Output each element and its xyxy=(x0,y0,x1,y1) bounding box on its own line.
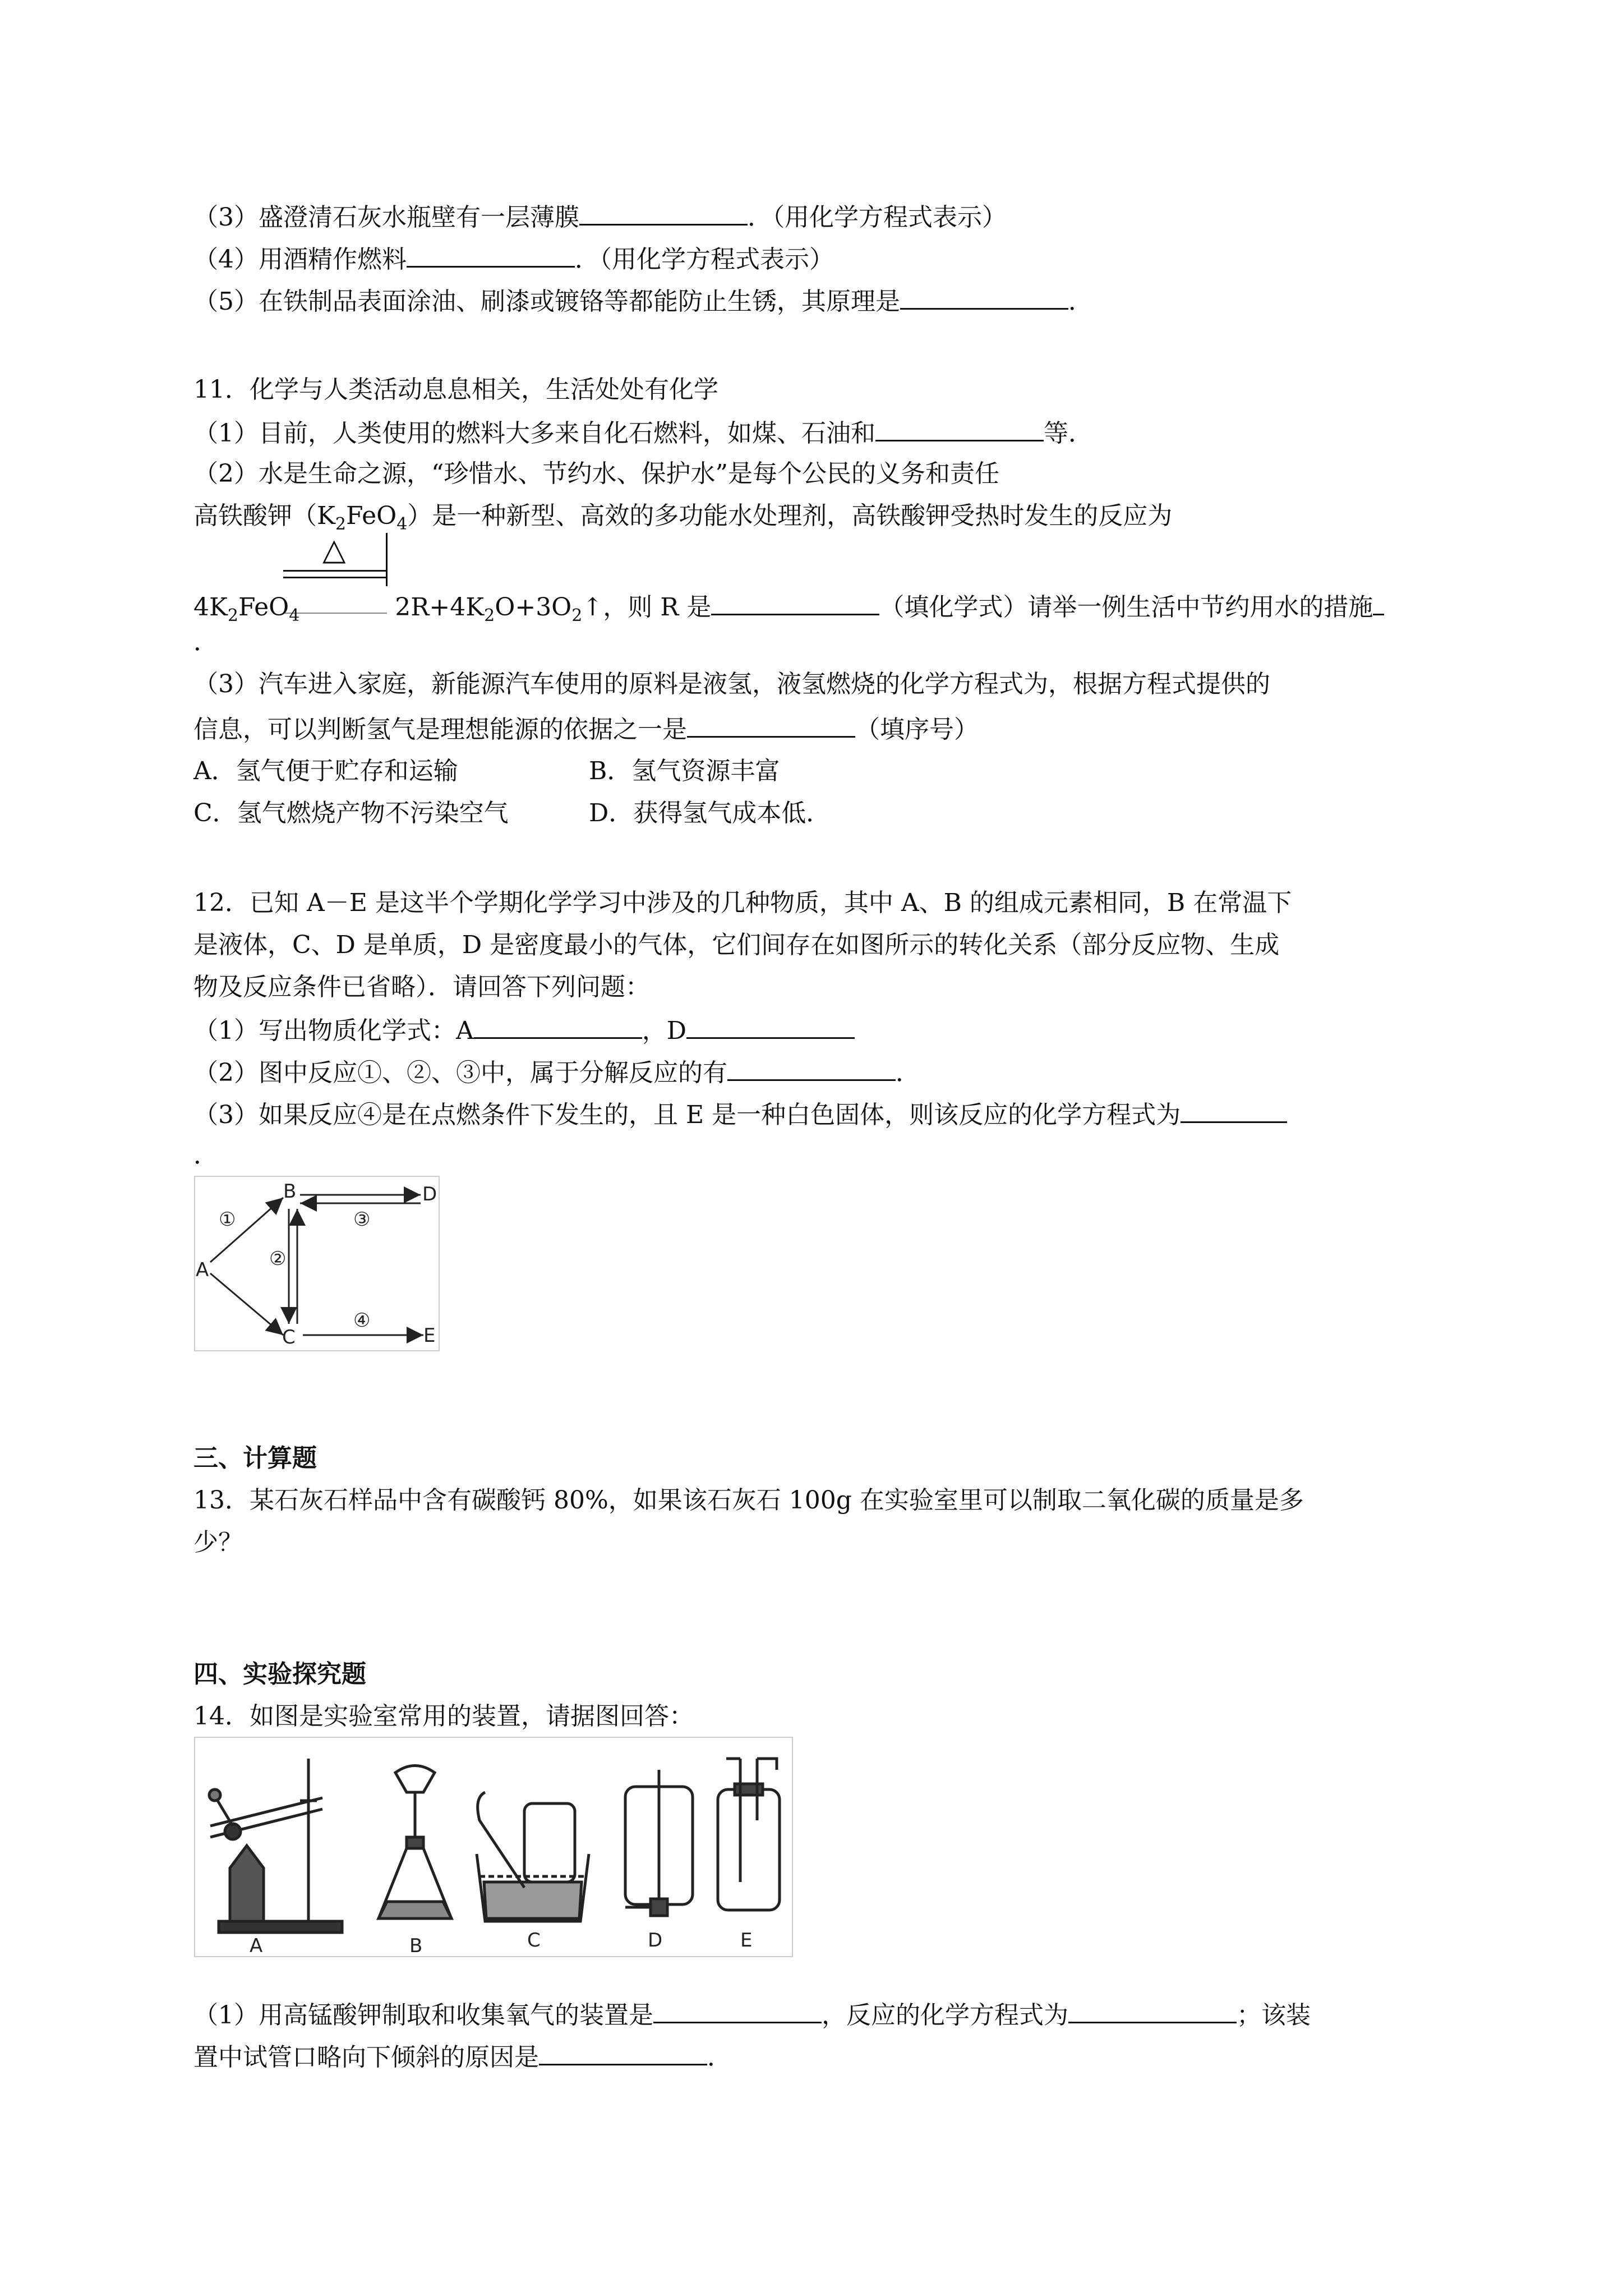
q12-dot: ． xyxy=(193,1141,218,1170)
answer-blank[interactable] xyxy=(900,283,1068,310)
q11-options-row2 xyxy=(193,797,1091,830)
answer-blank[interactable] xyxy=(687,711,855,738)
apparatus-c-icon xyxy=(477,1792,589,1921)
answer-blank[interactable] xyxy=(1373,589,1384,615)
label-e: E xyxy=(740,1929,753,1952)
node-b: B xyxy=(283,1180,297,1203)
option-d[interactable]: D．获得氢气成本低． xyxy=(589,799,831,827)
heating-symbol-icon: △ xyxy=(322,532,346,567)
q12-line3: 物及反应条件已省略）．请回答下列问题： xyxy=(193,973,650,1001)
apparatus-e-icon xyxy=(718,1759,780,1910)
reaction-2-label: ② xyxy=(269,1248,287,1270)
option-a[interactable]: A．氢气便于贮存和运输 xyxy=(193,757,458,785)
q13-line2: 少？ xyxy=(193,1528,243,1557)
q11-equation: $4K_2FeO_4$ $2R+4K_2O+3O_2↑$，则 R 是 （填化学式）请举一例生活中节约用水的措施 xyxy=(193,589,1384,633)
apparatus-b-icon xyxy=(379,1766,451,1919)
q12-part3: （3）如果反应④是在点燃条件下发生的，且 E 是一种白色固体，则该反应的化学方程式为 xyxy=(193,1097,1287,1132)
node-e: E xyxy=(423,1324,436,1347)
q13-line1: 13．某石灰石样品中含有碳酸钙 80%，如果该石灰石 100g 在实验室里可以制取二氧化碳的质量是多 xyxy=(193,1486,1304,1515)
answer-blank[interactable] xyxy=(875,415,1044,441)
reaction-3-label: ③ xyxy=(353,1208,371,1231)
answer-blank[interactable] xyxy=(653,1997,822,2023)
q11-options-row1 xyxy=(193,754,1091,788)
q11-part2: （2）水是生命之源，“珍惜水、节约水、保护水”是每个公民的义务和责任 xyxy=(193,459,999,488)
q10-part3: （3）盛澄清石灰水瓶壁有一层薄膜 ．（用化学方程式表示） xyxy=(193,199,1007,234)
node-c: C xyxy=(282,1326,296,1349)
answer-blank[interactable] xyxy=(711,589,879,615)
reaction-4-label: ④ xyxy=(353,1309,371,1332)
q14-part1-line2: 置中试管口略向下倾斜的原因是 ． xyxy=(193,2039,732,2074)
option-b[interactable]: B．氢气资源丰富 xyxy=(589,757,780,785)
section-heading-calculation: 三、计算题 xyxy=(193,1444,317,1473)
answer-blank[interactable] xyxy=(686,1013,855,1039)
q11-part2-line2: 高铁酸钾$(K_2FeO_4)$是一种新型、高效的多功能水处理剂，高铁酸钾受热时发生的反应为 xyxy=(193,501,1173,534)
arrow-a-to-c xyxy=(210,1273,283,1335)
lab-apparatus-figure xyxy=(193,1736,794,1958)
q11-title: 11．化学与人类活动息息相关，生活处处有化学 xyxy=(193,375,718,404)
q12-part1: （1）写出物质化学式：A ，D xyxy=(193,1013,855,1048)
q11-part3: （3）汽车进入家庭，新能源汽车使用的原料是液氢，液氢燃烧的化学方程式为，根据方程式提供的 xyxy=(193,670,1270,698)
q10-part4: （4）用酒精作燃料 ．（用化学方程式表示） xyxy=(193,241,834,277)
q11-part3-line2: 信息，可以判断氢气是理想能源的依据之一是 （填序号） xyxy=(193,711,979,747)
answer-blank[interactable] xyxy=(727,1055,896,1081)
answer-blank[interactable] xyxy=(1181,1097,1287,1123)
q14-part1: （1）用高锰酸钾制取和收集氧气的装置是 ，反应的化学方程式为 ；该装 xyxy=(193,1997,1311,2032)
answer-blank[interactable] xyxy=(539,2039,707,2065)
conversion-diagram xyxy=(193,1175,440,1352)
q12-part2: （2）图中反应①、②、③中，属于分解反应的有 ． xyxy=(193,1055,920,1090)
q11-part1: （1）目前，人类使用的燃料大多来自化石燃料，如煤、石油和 等． xyxy=(193,415,1093,450)
apparatus-d-icon xyxy=(625,1770,693,1916)
label-b: B xyxy=(409,1935,423,1957)
answer-blank[interactable] xyxy=(579,199,748,226)
label-a: A xyxy=(250,1935,263,1957)
label-c: C xyxy=(527,1929,541,1952)
q12-line1: 12．已知 A－E 是这半个学期化学学习中涉及的几种物质，其中 A、B 的组成元素相同，B 在常温下 xyxy=(193,889,1292,917)
answer-blank[interactable] xyxy=(1068,1997,1237,2023)
node-a: A xyxy=(196,1259,209,1281)
q12-line2: 是液体，C、D 是单质，D 是密度最小的气体，它们间存在如图所示的转化关系（部分反应物、生成 xyxy=(193,931,1280,959)
reaction-condition xyxy=(283,533,387,586)
q10-part5: （5）在铁制品表面涂油、刷漆或镀铬等都能防止生锈，其原理是 ． xyxy=(193,283,1093,319)
section-heading-experiment: 四、实验探究题 xyxy=(193,1660,366,1688)
q11-dot: ． xyxy=(193,628,218,656)
label-d: D xyxy=(648,1929,663,1952)
apparatus-a-icon xyxy=(209,1759,342,1932)
answer-blank[interactable] xyxy=(474,1013,642,1039)
node-d: D xyxy=(422,1183,437,1205)
option-c[interactable]: C．氢气燃烧产物不污染空气 xyxy=(193,799,509,827)
answer-blank[interactable] xyxy=(407,241,575,268)
reaction-1-label: ① xyxy=(219,1208,236,1231)
q14-stem: 14．如图是实验室常用的装置，请据图回答： xyxy=(193,1702,694,1731)
